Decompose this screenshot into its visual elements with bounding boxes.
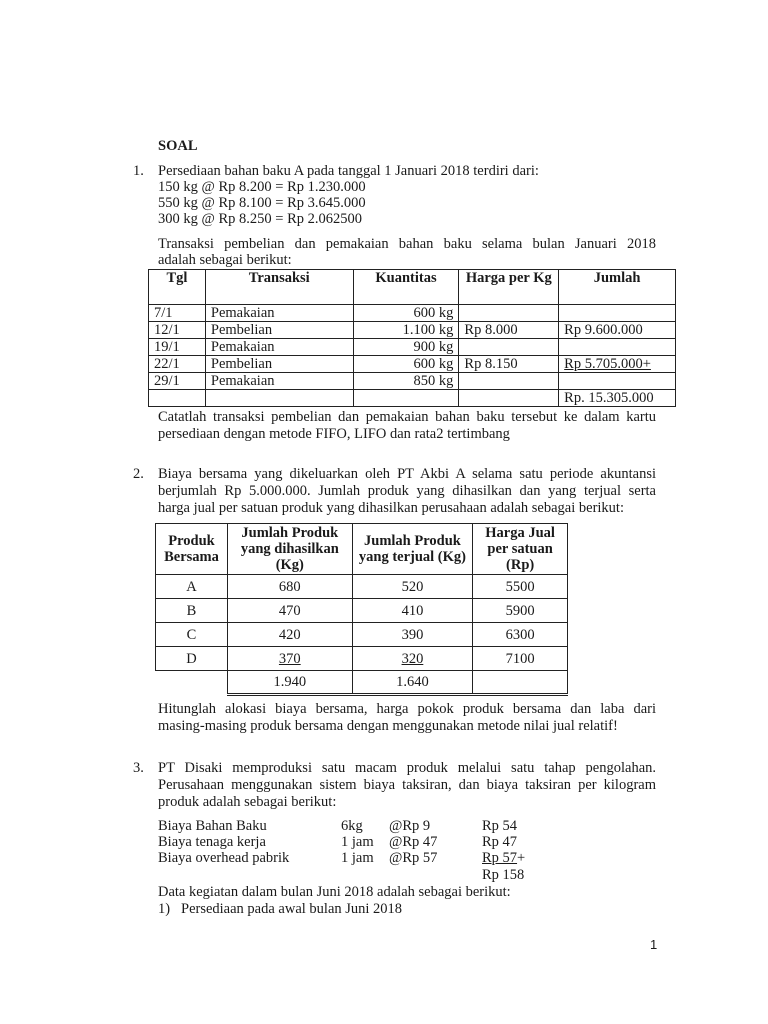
cell: B (156, 599, 228, 623)
header-harga: Harga per Kg (459, 270, 559, 305)
cell (459, 373, 559, 390)
cell: Pemakaian (205, 339, 353, 356)
q1-closing-line: Catatlah transaksi pembelian dan pemakaian bahan baku tersebut ke dalam kartu (158, 409, 656, 425)
cell: D (156, 647, 228, 671)
cell: 420 (227, 623, 352, 647)
header-dihasilkan: Jumlah Produk yang dihasilkan (Kg) (227, 524, 352, 575)
q1-stock-line: 550 kg @ Rp 8.100 = Rp 3.645.000 (158, 195, 366, 211)
cell: Pembelian (205, 356, 353, 373)
cell: 600 kg (353, 305, 459, 322)
cost-amount-last (482, 850, 525, 867)
cell: Rp 5.705.000+ (559, 356, 676, 373)
cell: 22/1 (149, 356, 206, 373)
table-total-row (156, 671, 568, 695)
total-dihasilkan: 1.940 (227, 671, 352, 695)
q1-stock-line: 150 kg @ Rp 8.200 = Rp 1.230.000 (158, 179, 366, 195)
cost-qty: 6kg (341, 818, 363, 834)
cell: Rp 8.150 (459, 356, 559, 373)
cell: 410 (352, 599, 473, 623)
cell: 520 (352, 575, 473, 599)
cell: 19/1 (149, 339, 206, 356)
q3-sub-number: 1) (158, 901, 171, 917)
q1-number: 1. (133, 163, 144, 179)
q2-para-line: berjumlah Rp 5.000.000. Jumlah produk yang dihasilkan dan yang terjual serta (158, 483, 656, 499)
header-terjual: Jumlah Produk yang terjual (Kg) (352, 524, 473, 575)
header-harga-jual: Harga Jual per satuan (Rp) (473, 524, 568, 575)
cost-label: Biaya Bahan Baku (158, 818, 267, 834)
q3-number: 3. (133, 760, 144, 776)
cell: Pembelian (205, 322, 353, 339)
cost-rate: @Rp 47 (389, 834, 438, 850)
table-row (149, 373, 676, 390)
cell (559, 305, 676, 322)
cell: 850 kg (353, 373, 459, 390)
cell (459, 305, 559, 322)
table-row (149, 322, 676, 339)
cell (205, 390, 353, 407)
cell: 7/1 (149, 305, 206, 322)
cell (149, 390, 206, 407)
q2-para-line: Biaya bersama yang dikeluarkan oleh PT Akbi A selama satu periode akuntansi (158, 466, 656, 482)
q1-para-line: adalah sebagai berikut: (158, 252, 292, 268)
cell (559, 373, 676, 390)
q2-closing-line: masing-masing produk bersama dengan menggunakan metode nilai jual relatif! (158, 718, 618, 734)
q3-para-line: PT Disaki memproduksi satu macam produk melalui satu tahap pengolahan. (158, 760, 656, 776)
cell: 680 (227, 575, 352, 599)
total-terjual: 1.640 (352, 671, 473, 695)
cell: 7100 (473, 647, 568, 671)
cost-amount: Rp 57 (482, 850, 518, 866)
cell: A (156, 575, 228, 599)
cost-total: Rp 158 (482, 867, 525, 883)
q1-stock-line: 300 kg @ Rp 8.250 = Rp 2.062500 (158, 211, 362, 227)
cell: 5500 (473, 575, 568, 599)
q2-number: 2. (133, 466, 144, 482)
cost-amount: Rp 47 (482, 834, 518, 850)
q2-product-table (155, 523, 568, 696)
cell: 5900 (473, 599, 568, 623)
page-number: 1 (650, 937, 658, 952)
cell: 29/1 (149, 373, 206, 390)
table-row (149, 390, 676, 407)
q1-para-line: Transaksi pembelian dan pemakaian bahan baku selama bulan Januari 2018 (158, 236, 656, 252)
plus-sign: + (517, 850, 526, 866)
table-row (149, 339, 676, 356)
cell (353, 390, 459, 407)
cost-label: Biaya overhead pabrik (158, 850, 290, 866)
cell: Rp 8.000 (459, 322, 559, 339)
q3-sub-item: Persediaan pada awal bulan Juni 2018 (181, 901, 403, 917)
q2-closing-line: Hitunglah alokasi biaya bersama, harga pokok produk bersama dan laba dari (158, 701, 656, 717)
header-tgl: Tgl (149, 270, 206, 305)
cell (459, 390, 559, 407)
header-transaksi: Transaksi (205, 270, 353, 305)
header-kuantitas: Kuantitas (353, 270, 459, 305)
table-row (149, 305, 676, 322)
cost-amount: Rp 54 (482, 818, 518, 834)
cell: C (156, 623, 228, 647)
cost-label: Biaya tenaga kerja (158, 834, 266, 850)
cell: 900 kg (353, 339, 459, 356)
cell: 320 (352, 647, 473, 671)
q3-para-line: Perusahaan menggunakan sistem biaya taksiran, dan biaya taksiran per kilogram (158, 777, 656, 793)
table-header-row (149, 270, 676, 305)
cell: Rp 9.600.000 (559, 322, 676, 339)
q1-transaction-table (148, 269, 676, 407)
cell: 600 kg (353, 356, 459, 373)
q2-para-line: harga jual per satuan produk yang dihasilkan perusahaan adalah sebagai berikut: (158, 500, 624, 516)
cost-qty: 1 jam (341, 850, 374, 866)
cell (559, 339, 676, 356)
header-produk: Produk Bersama (156, 524, 228, 575)
q3-para-line: produk adalah sebagai berikut: (158, 794, 337, 810)
cost-rate: @Rp 57 (389, 850, 438, 866)
heading: SOAL (158, 138, 198, 154)
q1-closing-line: persediaan dengan metode FIFO, LIFO dan rata2 tertimbang (158, 426, 510, 442)
cell: 470 (227, 599, 352, 623)
cell: 1.100 kg (353, 322, 459, 339)
cell: Rp. 15.305.000 (559, 390, 676, 407)
header-jumlah: Jumlah (559, 270, 676, 305)
table-row (149, 356, 676, 373)
cell (473, 671, 568, 695)
q1-intro: Persediaan bahan baku A pada tanggal 1 Januari 2018 terdiri dari: (158, 163, 539, 179)
table-row (156, 575, 568, 599)
cell: Pemakaian (205, 305, 353, 322)
cell: 12/1 (149, 322, 206, 339)
cost-qty: 1 jam (341, 834, 374, 850)
cell: 390 (352, 623, 473, 647)
table-row (156, 647, 568, 671)
table-header-row (156, 524, 568, 575)
cell (459, 339, 559, 356)
table-row (156, 623, 568, 647)
q3-data-line: Data kegiatan dalam bulan Juni 2018 adalah sebagai berikut: (158, 884, 511, 900)
cost-rate: @Rp 9 (389, 818, 431, 834)
cell (156, 671, 228, 695)
cell: 370 (227, 647, 352, 671)
cell: Pemakaian (205, 373, 353, 390)
cell: 6300 (473, 623, 568, 647)
table-row (156, 599, 568, 623)
